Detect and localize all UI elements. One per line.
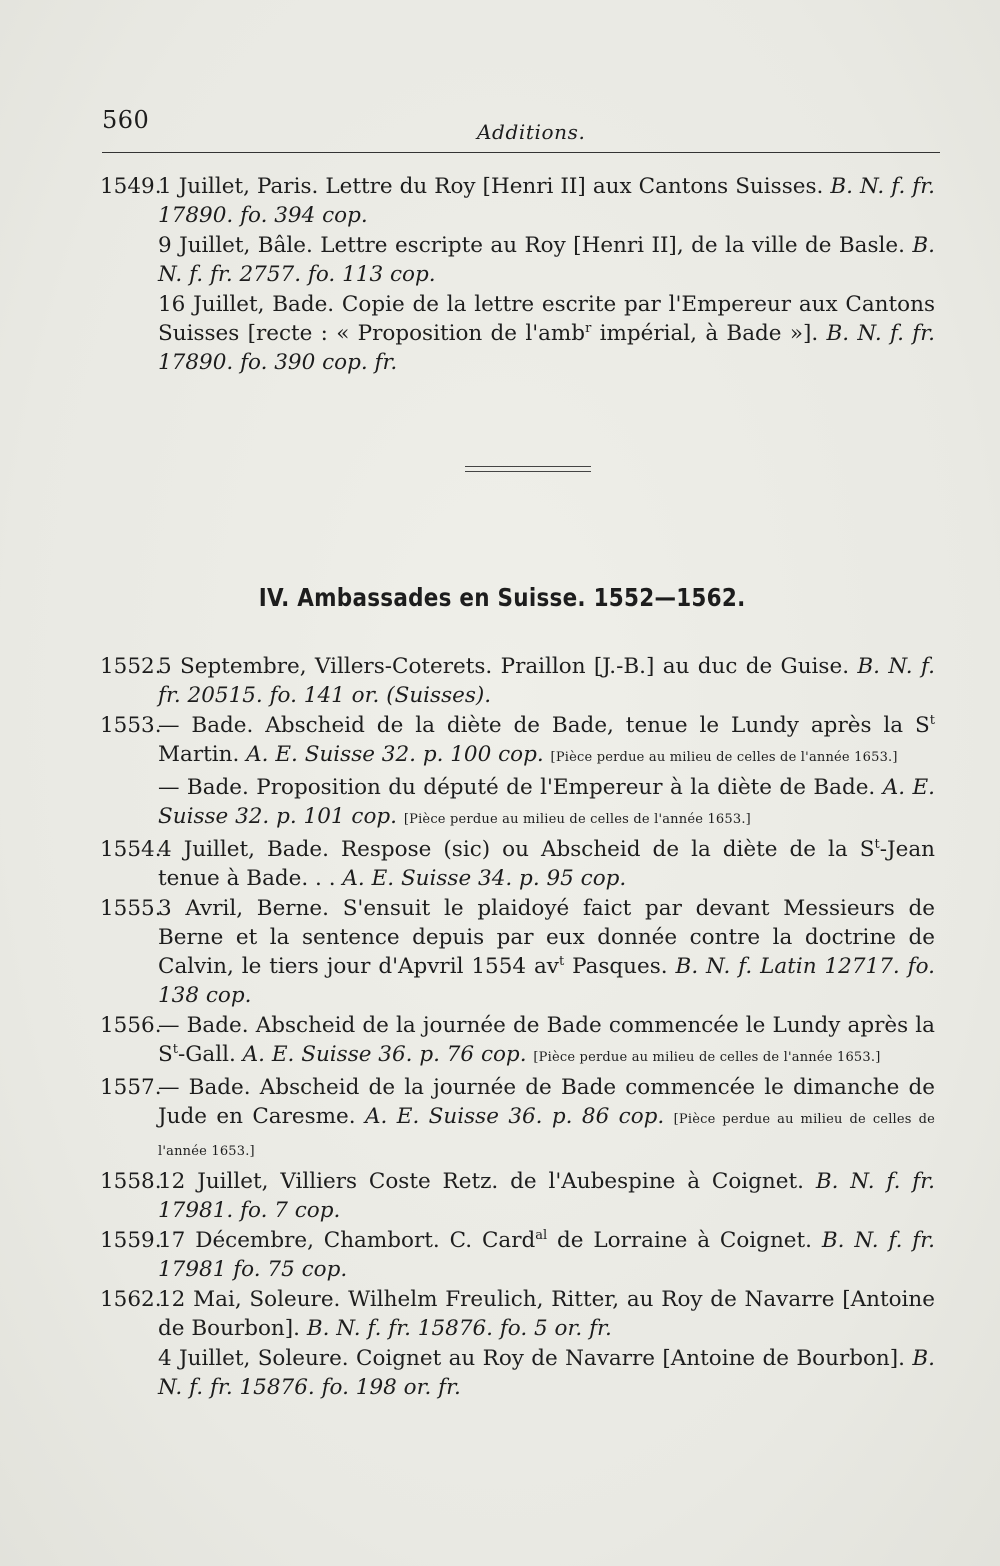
entry-text: Wilhelm Freulich, Ritter, au Roy de Navarre [Antoine de Bourbon]. (158, 1287, 935, 1341)
entry-1562-mai (100, 1285, 935, 1343)
entry-text: Lettre escripte au Roy [Henri II], de la ville de Basle. (312, 233, 913, 258)
entry-year: 1549. (100, 174, 162, 199)
entry-reference: A. E. Suisse 36. p. 76 cop. (242, 1042, 527, 1067)
entry-list-1549 (100, 172, 935, 378)
entry-text: Abscheid de la journée de Bade commencée le dimanche de Jude en Caresme. (158, 1075, 935, 1129)
entry-1558 (100, 1167, 935, 1225)
running-title: Additions. (477, 120, 586, 144)
header-rule (102, 152, 940, 153)
entry-text: Copie de la lettre escrite par l'Empereur aux Cantons Suisses [recte : « Proposition de l'amb (158, 292, 935, 346)
entry-text: S'ensuit le plaidoyé faict par devant Messieurs de Berne et la sentence depuis par eux donnée contre la doctrine de Calvin, le tiers jour d'Apvril 1554 av (158, 896, 935, 979)
entry-1562-juillet (100, 1344, 935, 1402)
entry-superscript: t (558, 954, 565, 969)
entry-reference: A. E. Suisse 32. p. 100 cop. (246, 742, 544, 767)
entry-text: Proposition du député de l'Empereur à la diète de Bade. (248, 775, 883, 800)
entry-year: 1553. (100, 713, 162, 738)
entry-text: de l'Aubespine à Coignet. (498, 1169, 816, 1194)
entry-1555 (100, 894, 935, 1010)
section-heading: IV. Ambassades en Suisse. 1552—1562. (258, 583, 746, 612)
entry-lead: 3 Avril, Berne. (158, 896, 329, 921)
entry-lead: 12 Juillet, Villiers Coste Retz. (158, 1169, 499, 1194)
entry-1556 (100, 1011, 935, 1072)
entry-1554 (100, 835, 935, 893)
entry-1552 (100, 652, 935, 710)
entry-reference: B. N. f. fr. 15876. fo. 5 or. fr. (306, 1316, 612, 1341)
entry-year: 1558. (100, 1169, 162, 1194)
entry-text-continued: impérial, à Bade »]. (591, 321, 827, 346)
page-header (102, 106, 940, 162)
entry-year: 1559. (100, 1228, 162, 1253)
entry-note: [Pièce perdue au milieu de celles de l'année 1653.] (533, 1050, 881, 1065)
entry-lead: 9 Juillet, Bâle. (158, 233, 313, 258)
entry-1549-bale (100, 231, 935, 289)
entry-lead: 5 Septembre, Villers-Coterets. (158, 654, 493, 679)
entry-reference: B. N. f. fr. 2757. fo. 113 cop. (158, 233, 935, 287)
entry-lead: 17 Décembre, Chambort. (158, 1228, 440, 1253)
entry-year: 1555. (100, 896, 162, 921)
entry-note: [Pièce perdue au milieu de celles de l'année 1653.] (403, 812, 751, 827)
entry-year: 1562. (100, 1287, 162, 1312)
entry-text: Respose (sic) ou Abscheid de la diète de la S (328, 837, 875, 862)
entry-1553-abscheid (100, 711, 935, 772)
entry-lead: 12 Mai, Soleure. (158, 1287, 341, 1312)
entry-text-continued: de Lorraine à Coignet. (547, 1228, 822, 1253)
double-rule-separator (465, 466, 591, 472)
entry-text: Abscheid de la journée de Bade commencée le Lundy après la S (158, 1013, 935, 1067)
entry-text: C. Card (439, 1228, 536, 1253)
entry-text: Abscheid de la diète de Bade, tenue le Lundy après la S (253, 713, 930, 738)
entry-year: 1557. (100, 1075, 162, 1100)
entry-year: 1552. (100, 654, 162, 679)
entry-year: 1554. (100, 837, 162, 862)
entry-note: [Pièce perdue au milieu de celles de l'année 1653.] (550, 750, 898, 765)
entry-reference: B. N. f. fr. 20515. fo. 141 or. (Suisses). (158, 654, 935, 708)
entry-reference: B. N. f. fr. 17981 fo. 75 cop. (158, 1228, 936, 1282)
entry-lead: 1 Juillet, Paris. (158, 174, 319, 199)
entry-reference: B. N. f. fr. 17890. fo. 390 cop. fr. (158, 321, 936, 375)
entry-superscript: t (172, 1042, 178, 1057)
entry-year: 1556. (100, 1013, 162, 1038)
entry-text-continued: -Gall. (177, 1042, 243, 1067)
entry-1549-paris (100, 172, 935, 230)
entry-lead: — Bade. (158, 1075, 251, 1100)
entry-list-1552-1562 (100, 652, 935, 1403)
entry-text: Lettre du Roy [Henri II] aux Cantons Suisses. (318, 174, 831, 199)
entry-1553-proposition (100, 773, 935, 834)
entry-reference: B. N. f. fr. 17981. fo. 7 cop. (158, 1169, 936, 1223)
entry-superscript: t (929, 713, 935, 728)
entry-lead: 4 Juillet, Bade. (158, 837, 329, 862)
entry-reference: B. N. f. fr. 15876. fo. 198 or. fr. (158, 1346, 935, 1400)
entry-reference: B. N. f. Latin 12717. fo. 138 cop. (158, 954, 935, 1008)
entry-reference: A. E. Suisse 36. p. 86 cop. (364, 1104, 665, 1129)
entry-superscript: t (874, 837, 880, 852)
entry-superscript: r (585, 321, 592, 336)
entry-text-continued: -Jean tenue à Bade. . . (158, 837, 935, 891)
entry-1559 (100, 1226, 935, 1284)
entry-text-continued: Martin. (158, 742, 247, 767)
entry-text-continued: Pasques. (564, 954, 676, 979)
entry-superscript: al (535, 1228, 548, 1243)
entry-lead: — Bade. (158, 713, 254, 738)
entry-1557 (100, 1073, 935, 1166)
entry-reference: A. E. Suisse 34. p. 95 cop. (342, 866, 627, 891)
entry-note: [Pièce perdue au milieu de celles de l'année 1653.] (158, 1112, 935, 1159)
entry-text: Praillon [J.-B.] au duc de Guise. (492, 654, 858, 679)
entry-reference: B. N. f. fr. 17890. fo. 394 cop. (158, 174, 935, 228)
entry-lead: — Bade. (158, 1013, 249, 1038)
entry-text: Coignet au Roy de Navarre [Antoine de Bourbon]. (348, 1346, 913, 1371)
entry-1549-bade (100, 290, 935, 377)
entry-lead: 4 Juillet, Soleure. (158, 1346, 349, 1371)
page-number: 560 (102, 106, 150, 134)
entry-reference: A. E. Suisse 32. p. 101 cop. (158, 775, 935, 829)
entry-lead: — Bade. (158, 775, 249, 800)
entry-lead: 16 Juillet, Bade. (158, 292, 335, 317)
